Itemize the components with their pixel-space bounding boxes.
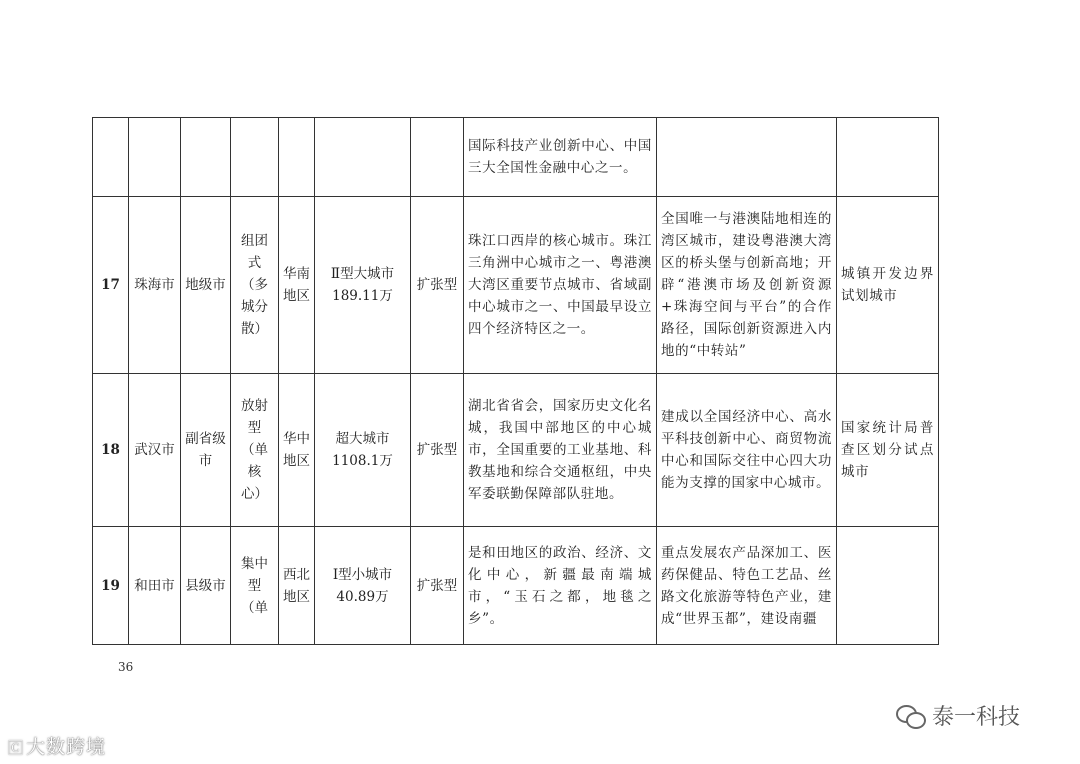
cell-pilot	[837, 118, 939, 197]
cell-pilot	[837, 527, 939, 645]
city-table	[92, 117, 939, 645]
cell-region: 西北 地区	[279, 527, 315, 645]
scale-type: 超大城市	[335, 431, 390, 447]
cell-positioning	[657, 118, 837, 197]
cell-mode: 扩张型	[411, 527, 464, 645]
cell-description: 珠江口西岸的核心城市。珠江三角洲中心城市之一、粤港澳大湾区重要节点城市、省域副中心城市之一、中国最早设立四个经济特区之一。	[464, 197, 657, 374]
cell-form: 集中 型 （单	[231, 527, 279, 645]
watermark-left-text: 大数跨境	[26, 736, 107, 758]
cell-region	[279, 118, 315, 197]
cell-pilot: 国家统计局普查区划分试点城市	[837, 374, 939, 527]
watermark-left	[8, 732, 106, 759]
cell-level: 副省级 市	[181, 374, 231, 527]
watermark-right-text: 泰一科技	[932, 705, 1021, 730]
scale-population: 1108.1万	[332, 453, 393, 469]
cell-description: 是和田地区的政治、经济、文化中心，新疆最南端城市，“玉石之都，地毯之乡”。	[464, 527, 657, 645]
cell-level	[181, 118, 231, 197]
scale-type: Ⅰ型小城市	[332, 566, 393, 583]
cell-positioning: 重点发展农产品深加工、医药保健品、特色工艺品、丝路文化旅游等特色产业，建成“世界玉都”，建设南疆	[657, 527, 837, 645]
table-row	[93, 374, 939, 527]
cell-positioning: 全国唯一与港澳陆地相连的湾区城市，建设粤港澳大湾区的桥头堡与创新高地；开辟“港澳市场及创新资源+珠海空间与平台”的合作路径，国际创新资源进入内地的“中转站”	[657, 197, 837, 374]
cell-region: 华南 地区	[279, 197, 315, 374]
cell-form: 组团 式 （多 城分 散）	[231, 197, 279, 374]
cell-description: 国际科技产业创新中心、中国三大全国性金融中心之一。	[464, 118, 657, 197]
cell-mode	[411, 118, 464, 197]
chat-bubbles-icon	[896, 703, 926, 729]
cell-city: 珠海市	[129, 197, 181, 374]
cell-num	[93, 118, 129, 197]
cell-scale	[315, 374, 411, 527]
cell-scale	[315, 197, 411, 374]
scale-population: 40.89万	[336, 588, 389, 605]
cell-scale	[315, 118, 411, 197]
cell-region: 华中 地区	[279, 374, 315, 527]
cell-city: 武汉市	[129, 374, 181, 527]
cell-form	[231, 118, 279, 197]
table-row-partial	[93, 118, 939, 197]
cell-level: 地级市	[181, 197, 231, 374]
cell-mode: 扩张型	[411, 374, 464, 527]
cell-form: 放射 型 （单 核 心）	[231, 374, 279, 527]
watermark-logo-icon: 🄲	[8, 739, 25, 757]
cell-level: 县级市	[181, 527, 231, 645]
table-row	[93, 197, 939, 374]
table-row	[93, 527, 939, 645]
cell-city	[129, 118, 181, 197]
watermark-right	[896, 700, 1020, 731]
cell-scale	[315, 527, 411, 645]
cell-positioning: 建成以全国经济中心、高水平科技创新中心、商贸物流中心和国际交往中心四大功能为支撑的国家中心城市。	[657, 374, 837, 527]
cell-city: 和田市	[129, 527, 181, 645]
cell-num: 19	[93, 527, 129, 645]
scale-population: 189.11万	[332, 288, 393, 304]
page-number: 36	[118, 660, 134, 674]
cell-description: 湖北省省会，国家历史文化名城，我国中部地区的中心城市，全国重要的工业基地、科教基地和综合交通枢纽，中央军委联勤保障部队驻地。	[464, 374, 657, 527]
cell-mode: 扩张型	[411, 197, 464, 374]
scale-type: Ⅱ型大城市	[330, 266, 395, 282]
cell-pilot: 城镇开发边界试划城市	[837, 197, 939, 374]
cell-num: 18	[93, 374, 129, 527]
cell-num: 17	[93, 197, 129, 374]
